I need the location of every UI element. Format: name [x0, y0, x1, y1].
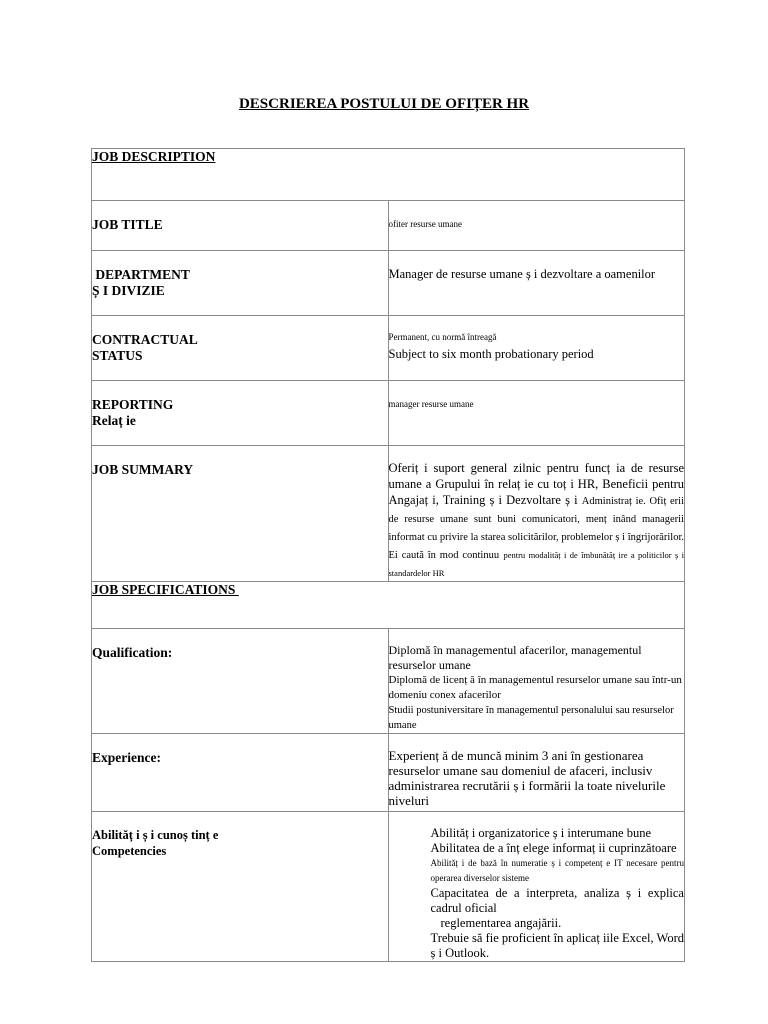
label-text: JOB SUMMARY — [92, 462, 194, 477]
section-title-job-specifications: JOB SPECIFICATIONS — [92, 582, 239, 597]
item-text-continued: reglementarea angajării. — [440, 916, 562, 930]
qualification-line-3: Studii postuniversitare în managementul personalului sau resurselor umane — [388, 705, 674, 731]
row-job-title — [92, 201, 685, 251]
label-experience — [92, 734, 389, 812]
section-title-job-description: JOB DESCRIPTION — [92, 149, 216, 164]
competencies-list — [389, 826, 685, 961]
label-job-title — [92, 201, 389, 251]
summary-text-2: Administraț ie. Ofiț erii de resurse umane sunt buni comunicatori, menț inând managerii informat cu privire la starea solicitărilor, problemelor ș i îngrijorărilor. Ei caută în mod continuu — [388, 496, 685, 561]
label-text: Experience: — [92, 750, 161, 765]
label-line-2: Relaț ie — [92, 413, 136, 428]
label-line-2: STATUS — [92, 348, 143, 363]
value-job-title — [388, 201, 685, 251]
label-text: Qualification: — [92, 645, 173, 660]
label-text: JOB TITLE — [92, 217, 163, 232]
item-text: Abilităț i de bază în numeratie ș i competenț e IT necesare pentru operarea diverselor sisteme — [430, 858, 684, 883]
section-row-job-specifications — [92, 582, 685, 629]
section-header — [92, 149, 685, 201]
value-line-1: Permanent, cu normă întreagă — [388, 332, 497, 342]
job-description-table — [91, 148, 685, 962]
row-qualification — [92, 629, 685, 734]
list-item — [419, 931, 685, 961]
label-job-summary — [92, 446, 389, 582]
item-text: Abilitatea de a înț elege informaț ii cuprinzătoare — [430, 841, 677, 855]
value-job-summary — [388, 446, 685, 582]
summary-text-3: pentru modalităț i de îmbunătăț ire a politicilor ș i standardelor HR — [388, 550, 685, 578]
list-item — [419, 841, 685, 856]
value-reporting — [388, 381, 685, 446]
label-line-2: Ș I DIVIZIE — [92, 283, 165, 298]
label-contractual-status — [92, 316, 389, 381]
label-line-1: Abilităț i ș i cunoș tinț e — [92, 828, 219, 842]
label-line-2: Competencies — [92, 844, 167, 858]
row-reporting — [92, 381, 685, 446]
item-text: Abilităț i organizatorice ș i interumane bune — [430, 826, 652, 840]
value-contractual-status — [388, 316, 685, 381]
label-competencies — [92, 812, 389, 962]
section-row-job-description — [92, 149, 685, 201]
value-department — [388, 251, 685, 316]
row-job-summary — [92, 446, 685, 582]
row-experience — [92, 734, 685, 812]
value-text: Manager de resurse umane ș i dezvoltare a oamenilor — [388, 267, 656, 281]
label-department — [92, 251, 389, 316]
value-text: ofiter resurse umane — [388, 219, 462, 229]
value-competencies — [388, 812, 685, 962]
item-text: Trebuie să fie proficient în aplicaț iile Excel, Word ș i Outlook. — [430, 931, 684, 960]
value-text: manager resurse umane — [388, 399, 474, 409]
label-qualification — [92, 629, 389, 734]
label-line-1: DEPARTMENT — [92, 267, 190, 282]
list-item — [419, 856, 685, 886]
list-item — [419, 886, 685, 931]
summary-text-1: Oferiț i suport general zilnic pentru funcț ia de resurse umane a Grupului în relaț ie cu toț i HR, Beneficii pentru Angajaț i, Training ș i Dezvoltare ș i — [388, 461, 684, 507]
qualification-line-2: Diplomă de licenț ă în managementul resurselor umane sau într-un domeniu conex afacerilor — [388, 674, 682, 701]
row-contractual-status — [92, 316, 685, 381]
label-reporting — [92, 381, 389, 446]
label-line-1: REPORTING — [92, 397, 174, 412]
value-qualification — [388, 629, 685, 734]
row-competencies — [92, 812, 685, 962]
list-item — [419, 826, 685, 841]
value-experience — [388, 734, 685, 812]
item-text: Capacitatea de a interpreta, analiza ș i explica cadrul oficial — [430, 886, 684, 915]
value-text: Experienț ă de muncă minim 3 ani în gestionarea resurselor umane sau domeniul de afaceri, inclusiv administrarea recrutării ș i formării la toate nivelurile niveluri — [388, 748, 666, 808]
label-line-1: CONTRACTUAL — [92, 332, 198, 347]
qualification-line-1: Diplomă în managementul afacerilor, managementul resurselor umane — [388, 643, 642, 672]
value-line-2: Subject to six month probationary period — [388, 347, 594, 361]
section-header — [92, 582, 685, 629]
page-title: DESCRIEREA POSTULUI DE OFIȚER HR — [238, 96, 530, 112]
row-department — [92, 251, 685, 316]
